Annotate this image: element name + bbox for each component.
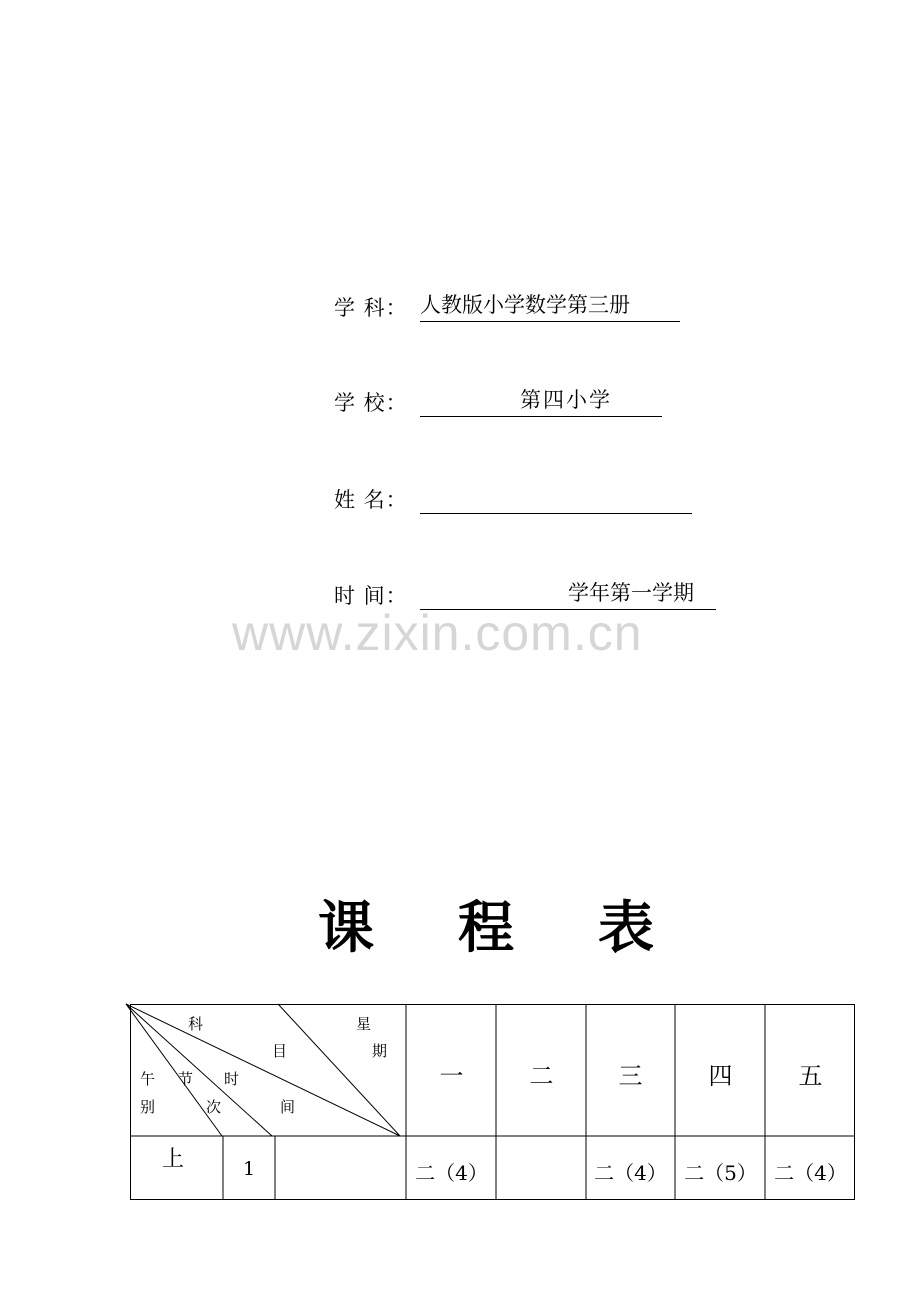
time-label: 时 间： <box>334 584 408 608</box>
day-header-5: 五 <box>798 1062 823 1090</box>
header-time-1: 时 <box>224 1070 240 1088</box>
header-period-2: 别 <box>140 1098 156 1116</box>
row-section: 1 <box>243 1158 256 1180</box>
row-period: 上 <box>162 1147 185 1172</box>
subject-value: 人教版小学数学第三册 <box>420 293 630 317</box>
row-cell-3: 二（4） <box>594 1161 667 1185</box>
title-char-1: 课 <box>318 896 374 961</box>
timetable <box>130 1004 855 1200</box>
watermark: www.zixin.com.cn <box>232 605 643 661</box>
school-label: 学 校： <box>334 391 408 415</box>
subject-row <box>334 292 680 322</box>
header-time-2: 间 <box>280 1098 296 1116</box>
school-value: 第四小学 <box>520 388 612 412</box>
row-cell-1: 二（4） <box>415 1161 488 1185</box>
name-label: 姓 名： <box>334 488 408 512</box>
row-cell-5: 二（4） <box>774 1161 847 1185</box>
day-header-2: 二 <box>529 1062 554 1090</box>
title-char-3: 表 <box>598 896 654 961</box>
day-header-4: 四 <box>708 1062 733 1090</box>
subject-label: 学 科： <box>334 296 408 320</box>
header-period-1: 午 <box>140 1070 156 1088</box>
name-field <box>420 487 692 514</box>
name-row <box>334 484 692 514</box>
row-cell-4: 二（5） <box>684 1161 757 1185</box>
header-section-1: 节 <box>178 1070 194 1088</box>
day-header-1: 一 <box>439 1062 464 1090</box>
school-field <box>420 390 662 417</box>
header-weekday-2: 期 <box>372 1042 388 1060</box>
time-value: 学年第一学期 <box>568 581 694 605</box>
school-row <box>334 387 662 417</box>
header-subject-1: 科 <box>188 1015 204 1033</box>
day-header-3: 三 <box>618 1062 643 1090</box>
header-section-2: 次 <box>206 1098 222 1116</box>
header-subject-2: 目 <box>272 1042 288 1060</box>
title-char-2: 程 <box>458 896 514 961</box>
header-weekday-1: 星 <box>356 1015 372 1033</box>
subject-field <box>420 295 680 322</box>
